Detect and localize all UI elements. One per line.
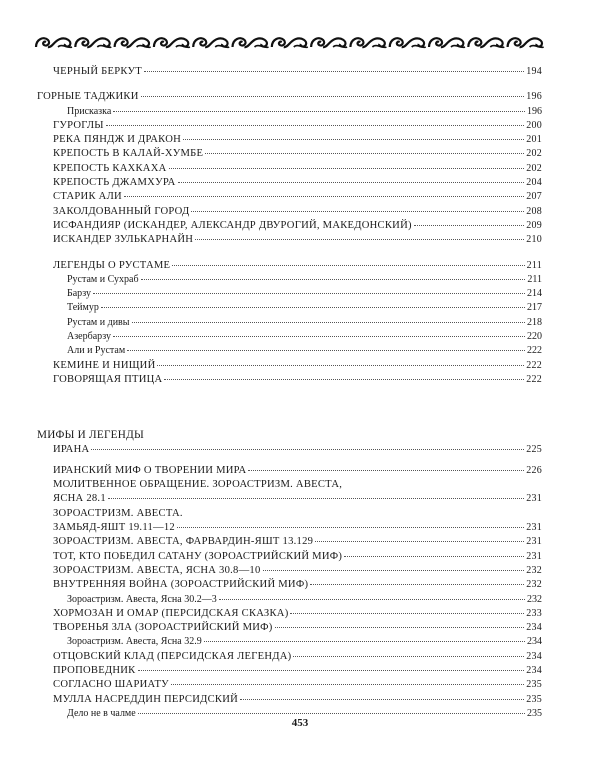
dot-leader [164,379,524,380]
toc-entry-page: 232 [526,564,542,576]
dot-leader [108,498,524,499]
toc-entry[interactable] [37,233,542,247]
dot-leader [205,153,524,154]
ornament-scroll-icon [468,38,504,47]
toc-entry[interactable] [37,90,542,104]
dot-leader [195,239,524,240]
toc-entry[interactable] [37,273,542,287]
toc-entry-page: 234 [526,650,542,662]
dot-leader [157,365,524,366]
toc-entry-title: СТАРИК АЛИ [53,191,122,203]
toc-entry-page: 235 [526,679,542,691]
toc-entry[interactable] [37,478,542,492]
toc-entry[interactable] [37,443,542,457]
toc-entry[interactable] [37,119,542,133]
toc-entry-title: ЯСНА 28.1 [53,493,106,505]
dot-leader [204,641,525,642]
toc-entry[interactable] [37,507,542,521]
toc-entry-page: 209 [526,219,542,231]
table-of-contents [37,65,542,721]
toc-entry-title: ПРОПОВЕДНИК [53,664,136,676]
toc-entry[interactable] [37,578,542,592]
toc-entry[interactable] [37,550,542,564]
toc-entry-page: 202 [526,148,542,160]
toc-entry-title: ГОВОРЯЩАЯ ПТИЦА [53,373,163,385]
dot-leader [113,336,525,337]
toc-entry[interactable] [37,190,542,204]
ornament-scroll-icon [75,38,111,47]
toc-entry-page: 235 [526,693,542,705]
toc-entry[interactable] [37,162,542,176]
toc-entry-page: 232 [527,593,542,605]
toc-group [37,65,542,79]
dot-leader [177,527,524,528]
toc-entry-title: ОТЦОВСКИЙ КЛАД (ПЕРСИДСКАЯ ЛЕГЕНДА) [53,650,292,662]
toc-entry-page: 200 [526,119,542,131]
toc-entry[interactable] [37,428,542,442]
toc-entry-page: 218 [527,316,542,328]
dot-leader [101,307,525,308]
toc-entry-page: 233 [526,607,542,619]
toc-entry-title: ГОРНЫЕ ТАДЖИКИ [37,91,139,103]
dot-leader [275,627,525,628]
toc-entry-title: Барзу [67,288,92,300]
toc-entry-title: КРЕПОСТЬ ДЖАМХУРА [53,177,176,189]
ornament-scroll-icon [115,38,151,47]
toc-entry-page: 217 [527,302,542,314]
toc-entry-title: Азербарзу [67,331,111,343]
toc-group [37,428,542,457]
dot-leader [106,125,524,126]
toc-entry-title: Присказка [67,105,112,117]
dot-leader [293,656,524,657]
toc-entry-page: 231 [526,550,542,562]
ornament-scroll-icon [350,38,386,47]
dot-leader [138,713,525,714]
toc-entry-page: 201 [526,134,542,146]
toc-entry-title: МУЛЛА НАСРЕДДИН ПЕРСИДСКИЙ [53,693,239,705]
toc-group [37,464,542,721]
toc-entry-title: ИСФАНДИЯР (ИСКАНДЕР, АЛЕКСАНДР ДВУРОГИЙ, МАКЕДОНСКИЙ) [53,219,412,231]
toc-entry-page: 235 [527,707,542,719]
dot-leader [315,541,524,542]
dot-leader [183,139,524,140]
toc-entry[interactable] [37,593,542,607]
toc-entry-title: ЗАМЬЯД-ЯШТ 19.11—12 [53,522,175,534]
toc-entry-title: ЗОРОАСТРИЗМ. АВЕСТА, ФАРВАРДИН-ЯШТ 13.129 [53,536,314,548]
toc-entry-title: ГУРОГЛЫ [53,119,104,131]
toc-entry-page: 220 [527,331,542,343]
toc-entry[interactable] [37,678,542,692]
toc-entry[interactable] [37,635,542,649]
ornament-scroll-icon [508,38,544,47]
toc-entry[interactable] [37,664,542,678]
toc-entry[interactable] [37,650,542,664]
toc-entry-title: ИРАНА [53,443,90,455]
toc-entry-title: ЛЕГЕНДЫ О РУСТАМЕ [53,259,171,271]
dot-leader [171,684,524,685]
toc-entry-page: 211 [526,259,542,271]
toc-entry-title: КЕМИНЕ И НИЩИЙ [53,359,156,371]
dot-leader [290,613,524,614]
ornament-scroll-icon [272,38,308,47]
toc-group [37,90,542,247]
dot-leader [219,599,525,600]
dot-leader [414,225,524,226]
toc-entry[interactable] [37,693,542,707]
dot-leader [138,670,525,671]
ornament-scroll-icon [233,38,269,47]
dot-leader [141,279,526,280]
toc-entry[interactable] [37,316,542,330]
toc-entry[interactable] [37,301,542,315]
toc-entry-title: ВНУТРЕННЯЯ ВОЙНА (ЗОРОАСТРИЙСКИЙ МИФ) [53,579,309,591]
toc-entry-title: Зороастризм. Авеста, Ясна 30.2—3 [67,593,217,605]
ornament-scroll-icon [36,38,72,47]
toc-entry-page: 222 [526,373,542,385]
toc-entry[interactable] [37,287,542,301]
toc-entry-title: КРЕПОСТЬ В КАЛАЙ-ХУМБЕ [53,148,204,160]
toc-entry-page: 232 [526,579,542,591]
toc-entry[interactable] [37,105,542,119]
toc-entry-page: 211 [527,273,542,285]
toc-entry-title: ТВОРЕНЬЯ ЗЛА (ЗОРОАСТРИЙСКИЙ МИФ) [53,622,273,634]
dot-leader [178,182,525,183]
toc-entry-page: 234 [527,636,542,648]
dot-leader [113,111,525,112]
toc-entry-title: Рустам и дивы [67,316,130,328]
dot-leader [172,265,524,266]
toc-entry-title: РЕКА ПЯНДЖ И ДРАКОН [53,134,182,146]
dot-leader [248,470,524,471]
dot-leader [127,350,525,351]
toc-entry-title: ЗОРОАСТРИЗМ. АВЕСТА, ЯСНА 30.8—10 [53,564,261,576]
toc-entry-page: 231 [526,493,542,505]
toc-entry-title: Рустам и Сухраб [67,273,139,285]
toc-entry-page: 222 [527,345,542,357]
toc-entry[interactable] [37,621,542,635]
toc-entry-page: 204 [526,177,542,189]
toc-entry-title: ХОРМОЗАН И ОМАР (ПЕРСИДСКАЯ СКАЗКА) [53,607,289,619]
toc-entry-page: 196 [527,105,542,117]
dot-leader [91,449,524,450]
toc-entry-page: 234 [526,664,542,676]
toc-entry-title: Теймур [67,302,99,314]
toc-entry-page: 214 [527,288,542,300]
dot-leader [169,168,525,169]
toc-entry-page: 194 [526,66,542,77]
toc-entry-title: Дело не в чалме [67,707,136,719]
toc-entry[interactable] [37,205,542,219]
toc-entry-page: 202 [526,162,542,174]
ornament-scroll-icon [390,38,426,47]
ornament-scroll-icon [193,38,229,47]
toc-entry-title: ЗОРОАСТРИЗМ. АВЕСТА. [53,507,183,519]
toc-entry-title: ЧЕРНЫЙ БЕРКУТ [53,66,142,77]
toc-entry-title: Али и Рустам [67,345,126,357]
toc-entry-title: МИФЫ И ЛЕГЕНДЫ [37,429,144,442]
dot-leader [124,196,524,197]
toc-entry[interactable] [37,535,542,549]
dot-leader [240,699,524,700]
toc-entry[interactable] [37,492,542,506]
toc-entry-page: 231 [526,522,542,534]
dot-leader [344,556,524,557]
page-number: 453 [291,717,309,729]
toc-entry-title: Зороастризм. Авеста, Ясна 32.9 [67,636,202,648]
toc-entry[interactable] [37,521,542,535]
ornament-scroll-icon [311,38,347,47]
toc-entry-page: 231 [526,536,542,548]
dot-leader [132,322,526,323]
toc-entry-title: КРЕПОСТЬ КАХКАХА [53,162,167,174]
dot-leader [191,211,524,212]
toc-entry[interactable] [37,147,542,161]
ornament-scroll-icon [429,38,465,47]
toc-entry[interactable] [37,359,542,373]
toc-entry-title: ИСКАНДЕР ЗУЛЬКАРНАЙН [53,234,194,246]
toc-entry-title: ЗАКОЛДОВАННЫЙ ГОРОД [53,205,190,217]
toc-entry[interactable] [37,607,542,621]
dot-leader [144,71,524,72]
toc-entry-page: 210 [526,234,542,246]
toc-entry[interactable] [37,330,542,344]
dot-leader [263,570,525,571]
dot-leader [93,293,525,294]
toc-entry-page: 208 [526,205,542,217]
toc-entry-page: 207 [526,191,542,203]
toc-entry-title: ИРАНСКИЙ МИФ О ТВОРЕНИИ МИРА [53,464,247,476]
toc-entry[interactable] [37,65,542,79]
toc-entry-title: СОГЛАСНО ШАРИАТУ [53,679,169,691]
toc-entry-page: 226 [526,464,542,476]
toc-entry[interactable] [37,344,542,358]
toc-entry[interactable] [37,176,542,190]
toc-entry[interactable] [37,464,542,478]
toc-entry-title: ТОТ, КТО ПОБЕДИЛ САТАНУ (ЗОРОАСТРИЙСКИЙ МИФ) [53,550,343,562]
toc-group [37,259,542,388]
dot-leader [310,584,524,585]
ornament-scroll-icon [154,38,190,47]
dot-leader [141,96,525,97]
toc-entry-page: 225 [526,443,542,455]
toc-entry[interactable] [37,219,542,233]
toc-entry-page: 234 [526,622,542,634]
toc-entry-page: 196 [526,91,542,103]
toc-entry[interactable] [37,259,542,273]
toc-entry[interactable] [37,373,542,387]
toc-entry-title: МОЛИТВЕННОЕ ОБРАЩЕНИЕ. ЗОРОАСТРИЗМ. АВЕСТА, [53,479,343,491]
toc-entry-page: 222 [526,359,542,371]
decorative-ornament-border [34,33,546,51]
toc-entry[interactable] [37,564,542,578]
toc-entry[interactable] [37,133,542,147]
